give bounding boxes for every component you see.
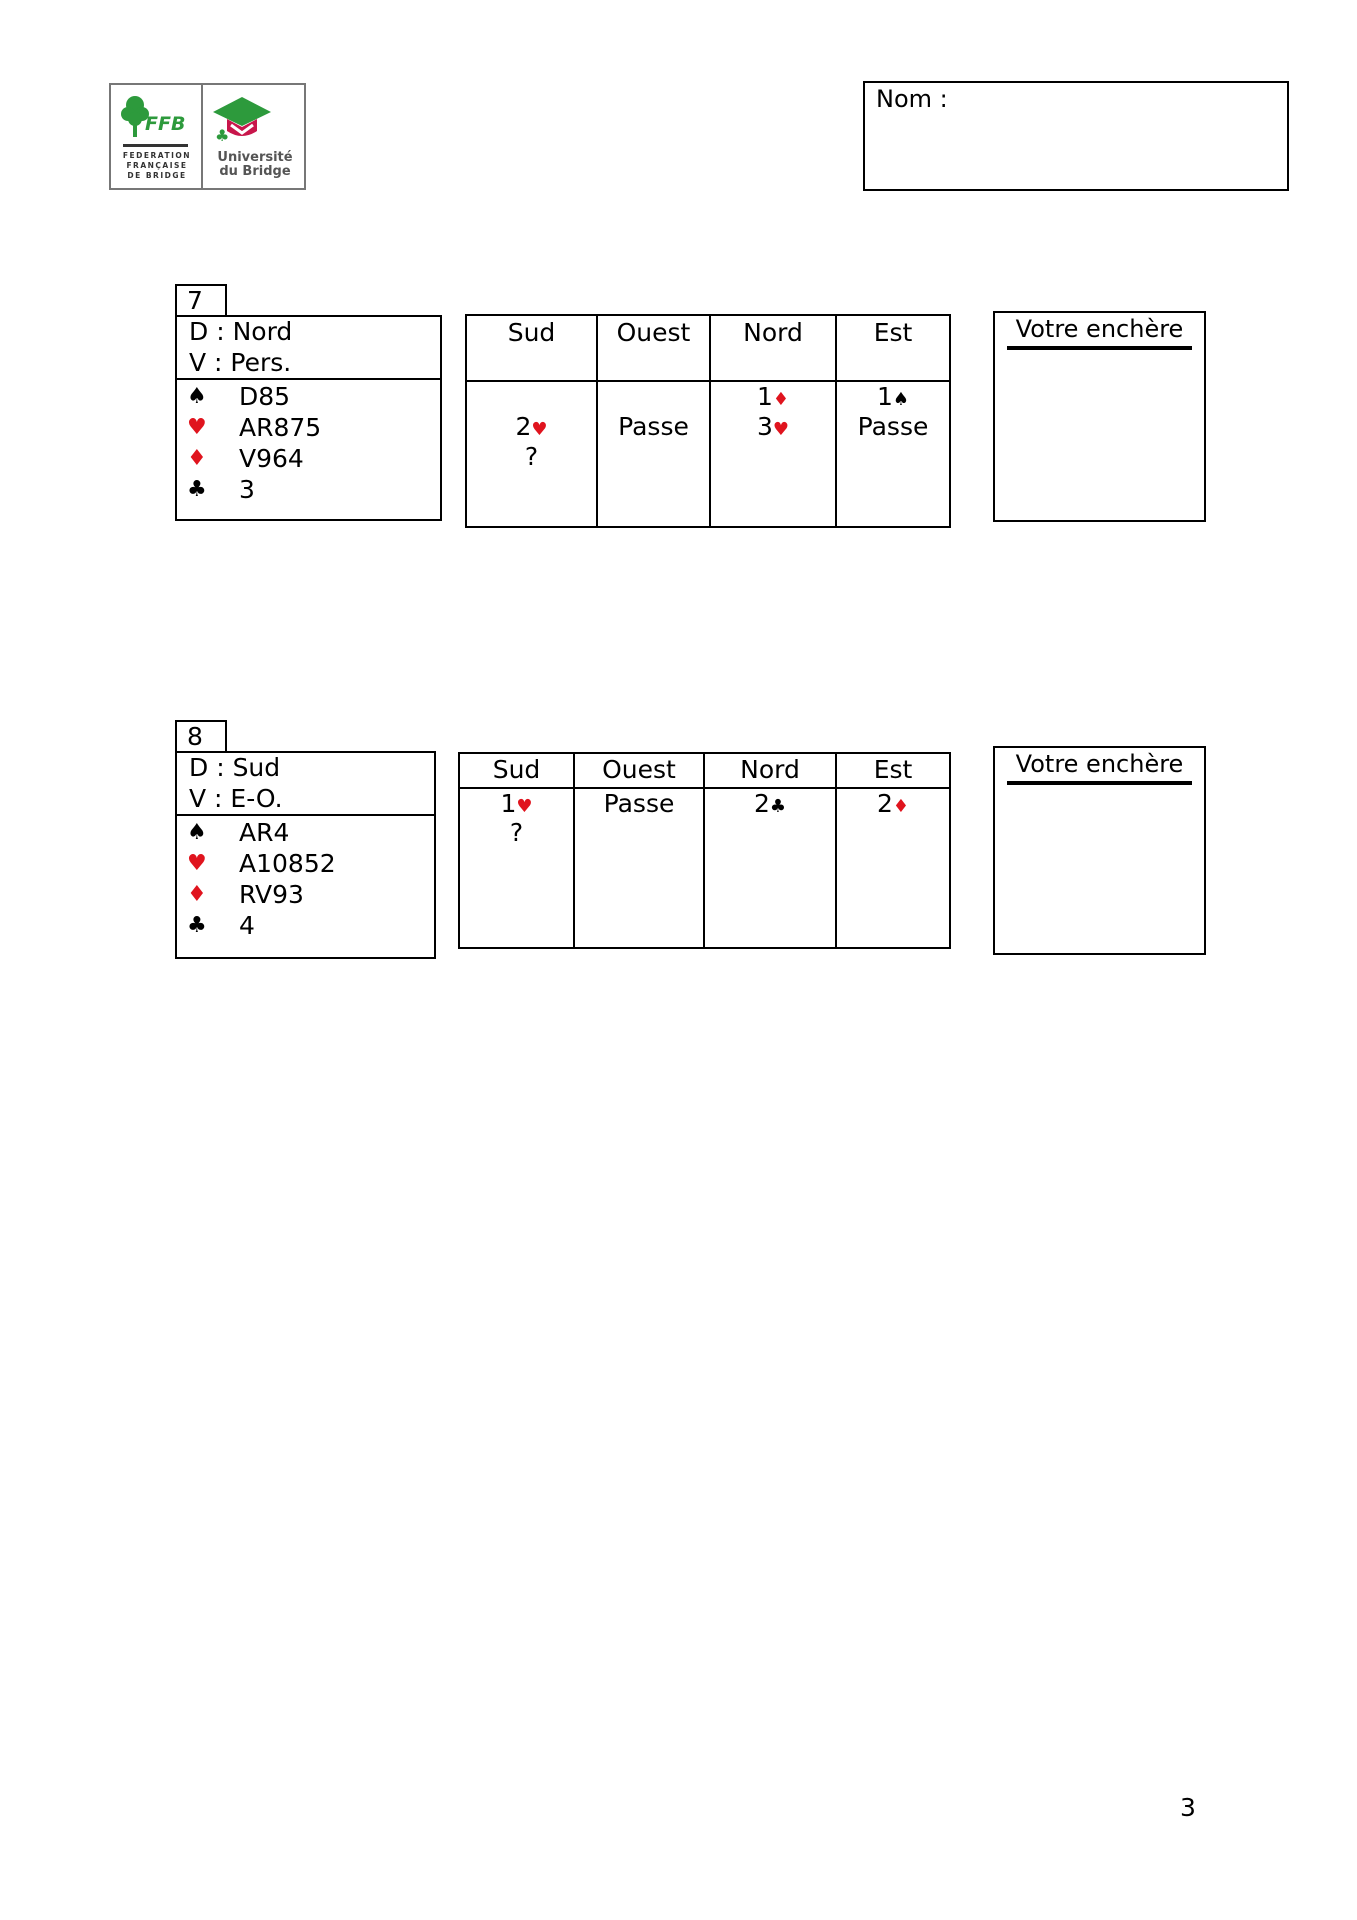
logo-divider — [201, 85, 203, 188]
bid-sud-2: ? — [509, 818, 524, 847]
heart-holding: AR875 — [239, 413, 322, 442]
votre-enchere-box[interactable] — [993, 311, 1206, 522]
hand-separator — [177, 814, 434, 816]
spade-icon: ♠ — [187, 820, 207, 845]
header-nord: Nord — [740, 755, 800, 784]
graduation-cap-icon — [211, 95, 273, 143]
diamond-icon: ♦ — [772, 389, 790, 410]
bid-ouest-1: Passe — [618, 412, 689, 441]
diamond-icon: ♦ — [187, 446, 207, 471]
heart-holding: A10852 — [239, 849, 336, 878]
diamond-holding: RV93 — [239, 880, 304, 909]
bid-sud-1: 1♥ — [500, 789, 533, 818]
bid-ouest-1: Passe — [603, 789, 675, 818]
bid-nord-1: 1♦ — [756, 382, 790, 411]
bidding-table — [458, 752, 951, 949]
diamond-icon: ♦ — [892, 796, 910, 817]
bid-est-2: Passe — [857, 412, 929, 441]
header-ouest: Ouest — [602, 755, 676, 784]
donneur: D : Sud — [189, 753, 281, 782]
nom-label: Nom : — [876, 85, 948, 113]
bid-est-1: 1♠ — [876, 382, 910, 411]
heart-icon: ♥ — [187, 851, 207, 876]
hand-separator — [177, 378, 440, 380]
bid-nord-1: 2♣ — [753, 789, 787, 818]
votre-enchere-underline — [1007, 346, 1192, 350]
vulnerabilite: V : Pers. — [189, 348, 292, 377]
bid-est-1: 2♦ — [876, 789, 910, 818]
diamond-holding: V964 — [239, 444, 304, 473]
bid-nord-2: 3♥ — [756, 412, 790, 441]
heart-icon: ♥ — [187, 415, 207, 440]
header-ouest: Ouest — [616, 318, 691, 347]
votre-enchere-label: Votre enchère — [1015, 750, 1184, 778]
header-nord: Nord — [743, 318, 803, 347]
spade-icon: ♠ — [187, 384, 207, 409]
bid-sud-1: 2♥ — [515, 412, 548, 441]
club-icon: ♣ — [187, 913, 207, 938]
spade-holding: AR4 — [239, 818, 290, 847]
header-est: Est — [873, 318, 913, 347]
header-sud: Sud — [492, 755, 541, 784]
vulnerabilite: V : E-O. — [189, 784, 283, 813]
club-icon: ♣ — [187, 477, 207, 502]
deal-number: 8 — [175, 720, 227, 753]
spade-icon: ♠ — [892, 389, 910, 410]
heart-icon: ♥ — [772, 419, 790, 440]
nom-field[interactable] — [863, 81, 1289, 191]
ffb-logo — [109, 83, 306, 190]
club-holding: 4 — [239, 911, 255, 940]
votre-enchere-label: Votre enchère — [1015, 315, 1184, 343]
bid-sud-2: ? — [524, 442, 539, 471]
votre-enchere-box[interactable] — [993, 746, 1206, 955]
spade-holding: D85 — [239, 382, 291, 411]
heart-icon: ♥ — [516, 796, 533, 817]
bidding-table — [465, 314, 951, 528]
logo-ffb-text: FFB — [145, 113, 186, 135]
club-holding: 3 — [239, 475, 255, 504]
heart-icon: ♥ — [531, 419, 548, 440]
hand-box — [175, 751, 436, 959]
diamond-icon: ♦ — [187, 882, 207, 907]
page-number: 3 — [1180, 1793, 1196, 1822]
donneur: D : Nord — [189, 317, 293, 346]
deal-number: 7 — [175, 284, 227, 317]
logo-underline — [123, 144, 188, 147]
svg-text:♣: ♣ — [215, 126, 230, 143]
header-sud: Sud — [507, 318, 556, 347]
header-est: Est — [873, 755, 913, 784]
logo-universite-text: Université du Bridge — [217, 150, 293, 179]
hand-box — [175, 315, 442, 521]
votre-enchere-underline — [1007, 781, 1192, 785]
club-icon: ♣ — [769, 796, 787, 817]
logo-federation-text: FEDERATION FRANÇAISE DE BRIDGE — [122, 151, 192, 180]
